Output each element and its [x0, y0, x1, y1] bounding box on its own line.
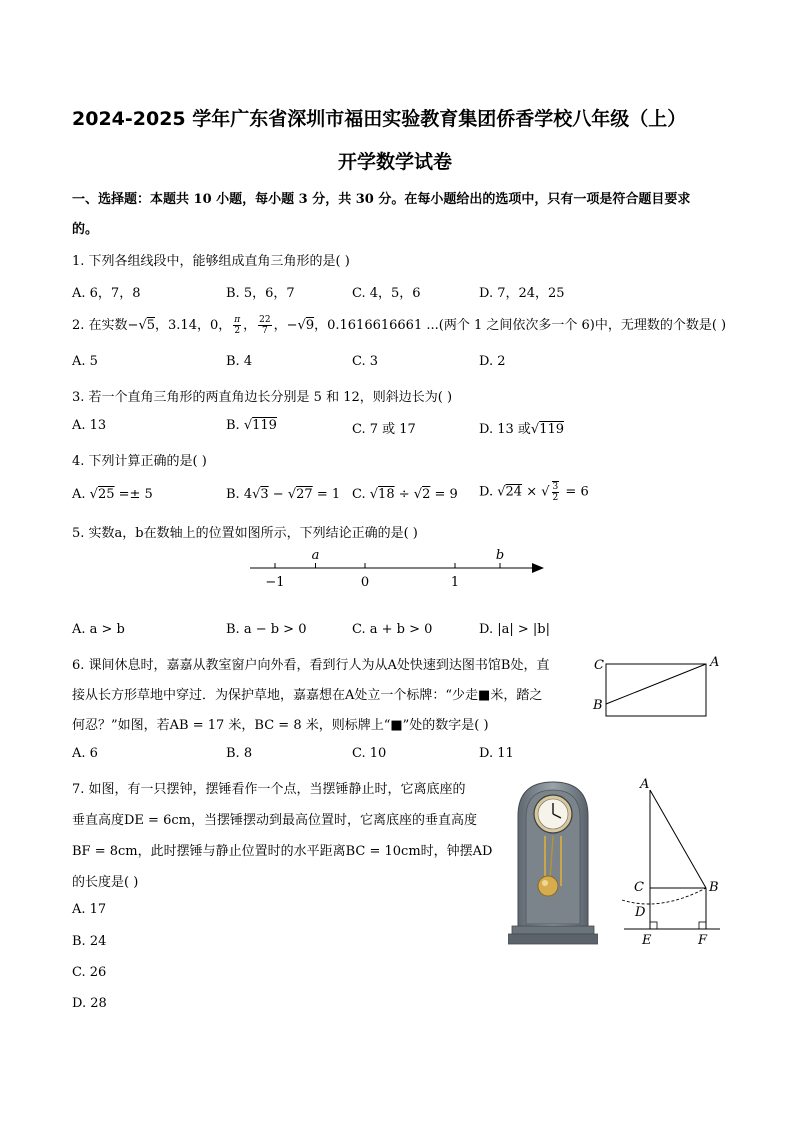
q2-fraction-22-over-7: $\frac{22}{7}$ [259, 315, 271, 336]
question-6-line1: 6. 课间休息时，嘉嘉从教室窗户向外看，看到行人为从A处快速到达图书馆B处，直 [72, 658, 550, 673]
pendulum-clock-image [508, 778, 598, 946]
label-e: E [642, 933, 652, 948]
paper-title-line1: 2024-2025 学年广东省深圳市福田实验教育集团侨香学校八年级（上） [72, 108, 687, 130]
q4-option-b: B. 4√3 − √27 = 1 [226, 487, 341, 502]
label-c: C [634, 880, 644, 895]
number-line-point-label-a: a [311, 548, 320, 563]
q3-option-b: B. √119 [226, 418, 277, 433]
q2-text-b: ，3.14，0， [155, 318, 232, 333]
number-line-figure [240, 540, 560, 598]
question-3-stem: 3. 若一个直角三角形的两直角边长分别是 5 和 12，则斜边长为( ) [72, 390, 453, 405]
q2-text-a: 2. 在实数− [72, 318, 139, 333]
right-angle-f [699, 922, 706, 929]
question-4-stem: 4. 下列计算正确的是( ) [72, 454, 207, 469]
q6-option-a: A. 6 [72, 746, 98, 761]
q4-option-a: A. √25 =± 5 [72, 487, 153, 502]
question-7-line4: 的长度是( ) [72, 875, 139, 890]
q2-radicand-2: 9 [305, 318, 315, 333]
pendulum-geometry-figure [620, 772, 730, 952]
number-line-point-label-b: b [495, 548, 505, 563]
q4-option-c: C. √18 ÷ √2 = 9 [352, 487, 458, 502]
q6-option-c: C. 10 [352, 746, 387, 761]
question-7-line1: 7. 如图，有一只摆钟，摆锤看作一个点，当摆锤静止时，它离底座的 [72, 782, 466, 797]
question-5-stem: 5. 实数a，b在数轴上的位置如图所示，下列结论正确的是( ) [72, 526, 418, 541]
q2-option-b: B. 4 [226, 354, 253, 369]
question-2-stem: 2. 在实数−√5，3.14，0， $\frac{\pi}{2}$ ， $\frac{22}{7}$ ，−√9，0.1616616661 ...(两个 1 之间依次多一个 6)中，无理数的个数是( ) [72, 315, 727, 336]
label-a: A [710, 655, 720, 670]
question-6-line2: 接从长方形草地中穿过．为保护草地，嘉嘉想在A处立一个标牌：“少走■米，踏之 [72, 688, 543, 703]
diagonal-path-ab [606, 664, 706, 704]
paper-title-line2: 开学数学试卷 [338, 151, 453, 173]
label-f: F [698, 933, 708, 948]
number-line-tick-label: −1 [265, 575, 285, 590]
q2-option-a: A. 5 [72, 354, 98, 369]
section-header: 一、选择题：本题共 10 小题，每小题 3 分，共 30 分。在每小题给出的选项中，只有一项是符合题目要求 [72, 192, 691, 207]
label-a: A [640, 777, 650, 792]
q2-option-c: C. 3 [352, 354, 379, 369]
q3-option-c: C. 7 或 17 [352, 422, 416, 437]
label-c: C [594, 658, 604, 673]
q5-option-d: D. |a| > |b| [479, 622, 550, 637]
question-7-line2: 垂直高度DE = 6cm，当摆锤摆动到最高位置时，它离底座的垂直高度 [72, 813, 477, 828]
pendulum-bob [538, 876, 558, 896]
q5-option-b: B. a − b > 0 [226, 622, 307, 637]
q5-option-a: A. a > b [72, 622, 125, 637]
segment-ab [650, 790, 706, 888]
number-line-arrow-icon [532, 563, 544, 573]
q7-option-b: B. 24 [72, 934, 107, 949]
q7-option-d: D. 28 [72, 996, 107, 1011]
q2-text-c: ，− [273, 318, 298, 333]
right-angle-e [650, 922, 657, 929]
question-7-line3: BF = 8cm，此时摆锤与静止位置时的水平距离BC = 10cm时，钟摆AD [72, 844, 493, 859]
q6-option-b: B. 8 [226, 746, 253, 761]
lawn-rectangle [606, 664, 706, 716]
number-line-tick-label: 1 [450, 575, 460, 590]
question-1-stem: 1. 下列各组线段中，能够组成直角三角形的是( ) [72, 254, 350, 269]
q1-option-d: D. 7，24，25 [479, 286, 565, 301]
q4-option-d: D. √24 × √ $\frac{3}{2}$ = 6 [479, 482, 589, 503]
section-header-cont: 的。 [72, 222, 99, 237]
q7-option-c: C. 26 [72, 965, 107, 980]
q2-text-d: ，0.1616616661 ...(两个 1 之间依次多一个 6)中，无理数的个数是( ) [314, 318, 727, 333]
q2-fraction-pi-over-2: $\frac{\pi}{2}$ [234, 315, 241, 336]
q1-option-b: B. 5，6，7 [226, 286, 295, 301]
label-d: D [635, 905, 646, 920]
label-b: B [593, 698, 603, 713]
q2-radicand-1: 5 [146, 318, 156, 333]
q3-option-a: A. 13 [72, 418, 107, 433]
q3-option-d: D. 13 或√119 [479, 422, 565, 437]
q1-option-c: C. 4，5，6 [352, 286, 421, 301]
q2-separator: ， [243, 318, 257, 333]
q5-option-c: C. a + b > 0 [352, 622, 433, 637]
q1-option-a: A. 6，7，8 [72, 286, 141, 301]
question-6-line3: 何忍？”如图，若AB = 17 米，BC = 8 米，则标牌上“■”处的数字是( ) [72, 718, 489, 733]
q6-option-d: D. 11 [479, 746, 514, 761]
q2-option-d: D. 2 [479, 354, 506, 369]
label-b: B [709, 880, 719, 895]
rectangle-lawn-figure [588, 652, 728, 722]
q7-option-a: A. 17 [72, 902, 107, 917]
number-line-tick-label: 0 [360, 575, 370, 590]
